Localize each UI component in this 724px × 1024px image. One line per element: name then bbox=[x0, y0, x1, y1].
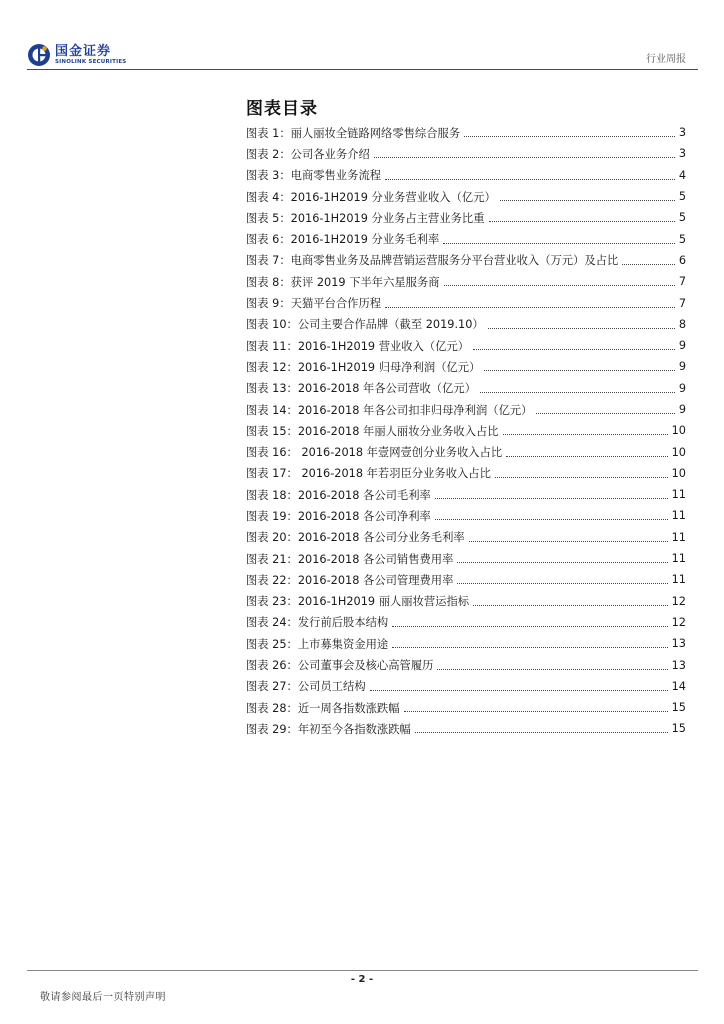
toc-item[interactable] bbox=[246, 484, 686, 505]
toc-dot-leader bbox=[489, 221, 675, 222]
toc-item[interactable] bbox=[246, 378, 686, 399]
page-header bbox=[0, 0, 724, 72]
toc-item-label: 图表 22：2016-2018 各公司管理费用率 bbox=[246, 573, 454, 587]
toc-item-label: 图表 4：2016-1H2019 分业务营业收入（亿元） bbox=[246, 190, 496, 204]
toc-item-label: 图表 7：电商零售业务及品牌营销运营服务分平台营业收入（万元）及占比 bbox=[246, 254, 619, 268]
toc-item[interactable] bbox=[246, 207, 686, 228]
toc-item-page: 3 bbox=[678, 126, 686, 140]
toc-item-label: 图表 3：电商零售业务流程 bbox=[246, 169, 382, 183]
logo-english-name: SINOLINK SECURITIES bbox=[55, 58, 127, 65]
toc-item-page: 14 bbox=[671, 679, 686, 693]
toc-dot-leader bbox=[385, 307, 675, 308]
toc-dot-leader bbox=[536, 413, 674, 414]
toc-dot-leader bbox=[457, 583, 667, 584]
toc-dot-leader bbox=[370, 690, 668, 691]
toc-list bbox=[246, 122, 686, 740]
toc-item[interactable] bbox=[246, 250, 686, 271]
toc-item-label: 图表 1：丽人丽妆全链路网络零售综合服务 bbox=[246, 126, 461, 140]
sinolink-logo bbox=[27, 41, 126, 69]
toc-item[interactable] bbox=[246, 633, 686, 654]
toc-dot-leader bbox=[374, 157, 675, 158]
toc-dot-leader bbox=[503, 434, 668, 435]
toc-item[interactable] bbox=[246, 292, 686, 313]
toc-item-label: 图表 13：2016-2018 年各公司营收（亿元） bbox=[246, 382, 476, 396]
toc-item[interactable] bbox=[246, 420, 686, 441]
toc-item-page: 11 bbox=[671, 573, 686, 587]
toc-item-page: 9 bbox=[678, 403, 686, 416]
toc-item-page: 15 bbox=[671, 722, 686, 736]
toc-item[interactable] bbox=[246, 569, 686, 590]
toc-item-page: 6 bbox=[678, 253, 686, 267]
toc-item-label: 图表 25：上市募集资金用途 bbox=[246, 637, 389, 651]
toc-item-page: 13 bbox=[671, 637, 686, 651]
toc-dot-leader bbox=[437, 669, 667, 670]
toc-item-label: 图表 17： 2016-2018 年若羽臣分业务收入占比 bbox=[246, 467, 491, 481]
toc-dot-leader bbox=[385, 179, 675, 180]
toc-dot-leader bbox=[495, 477, 668, 478]
toc-item-page: 4 bbox=[678, 168, 686, 182]
toc-item[interactable] bbox=[246, 548, 686, 569]
toc-item[interactable] bbox=[246, 122, 686, 143]
toc-title: 图表目录 bbox=[246, 99, 318, 119]
toc-item-label: 图表 26：公司董事会及核心高管履历 bbox=[246, 659, 434, 673]
toc-item-page: 5 bbox=[678, 190, 686, 204]
toc-item[interactable] bbox=[246, 697, 686, 718]
toc-dot-leader bbox=[622, 264, 675, 265]
toc-item[interactable] bbox=[246, 399, 686, 420]
toc-dot-leader bbox=[464, 136, 675, 137]
toc-item[interactable] bbox=[246, 718, 686, 739]
toc-item[interactable] bbox=[246, 356, 686, 377]
toc-item-page: 9 bbox=[678, 339, 686, 353]
toc-item[interactable] bbox=[246, 463, 686, 484]
toc-dot-leader bbox=[488, 328, 675, 329]
toc-item-page: 10 bbox=[671, 466, 686, 480]
toc-item-page: 11 bbox=[671, 552, 686, 566]
toc-item-label: 图表 28：近一周各指数涨跌幅 bbox=[246, 701, 400, 715]
toc-item-page: 9 bbox=[678, 381, 686, 395]
toc-dot-leader bbox=[435, 519, 668, 520]
toc-dot-leader bbox=[480, 392, 675, 393]
toc-item-label: 图表 5：2016-1H2019 分业务占主营业务比重 bbox=[246, 211, 485, 225]
toc-item-label: 图表 19：2016-2018 各公司净利率 bbox=[246, 509, 431, 523]
toc-item-page: 10 bbox=[671, 445, 686, 459]
footer-disclaimer: 敬请参阅最后一页特别声明 bbox=[40, 992, 166, 1003]
page-number: - 2 - bbox=[350, 974, 374, 985]
toc-item-page: 8 bbox=[678, 317, 686, 331]
toc-item-label: 图表 21：2016-2018 各公司销售费用率 bbox=[246, 552, 454, 566]
toc-item-label: 图表 29：年初至今各指数涨跌幅 bbox=[246, 722, 411, 736]
toc-item-label: 图表 27：公司员工结构 bbox=[246, 680, 366, 694]
toc-item-label: 图表 18：2016-2018 各公司毛利率 bbox=[246, 488, 431, 502]
toc-item-page: 5 bbox=[678, 211, 686, 225]
toc-item-label: 图表 10：公司主要合作品牌（截至 2019.10） bbox=[246, 318, 484, 332]
toc-item-label: 图表 12：2016-1H2019 归母净利润（亿元） bbox=[246, 360, 481, 374]
toc-item-label: 图表 16： 2016-2018 年壹网壹创分业务收入占比 bbox=[246, 446, 503, 460]
toc-item[interactable] bbox=[246, 335, 686, 356]
toc-dot-leader bbox=[415, 732, 668, 733]
toc-item-label: 图表 23：2016-1H2019 丽人丽妆营运指标 bbox=[246, 595, 470, 609]
sinolink-logo-icon bbox=[27, 43, 51, 67]
toc-dot-leader bbox=[392, 626, 667, 627]
toc-item-page: 11 bbox=[671, 509, 686, 523]
toc-dot-leader bbox=[469, 541, 668, 542]
toc-dot-leader bbox=[506, 456, 667, 457]
toc-item-label: 图表 20：2016-2018 各公司分业务毛利率 bbox=[246, 531, 465, 545]
toc-item[interactable] bbox=[246, 591, 686, 612]
toc-item-page: 15 bbox=[671, 701, 686, 715]
toc-item-label: 图表 6：2016-1H2019 分业务毛利率 bbox=[246, 233, 440, 247]
toc-item[interactable] bbox=[246, 271, 686, 292]
header-divider bbox=[27, 69, 698, 70]
footer-divider bbox=[27, 970, 698, 971]
toc-item-label: 图表 14：2016-2018 年各公司扣非归母净利润（亿元） bbox=[246, 403, 533, 417]
toc-item[interactable] bbox=[246, 441, 686, 462]
toc-dot-leader bbox=[444, 285, 675, 286]
toc-item-label: 图表 9：天猫平台合作历程 bbox=[246, 297, 382, 311]
toc-dot-leader bbox=[473, 349, 675, 350]
toc-item[interactable] bbox=[246, 314, 686, 335]
toc-item-label: 图表 15：2016-2018 年丽人丽妆分业务收入占比 bbox=[246, 424, 499, 438]
toc-item-page: 9 bbox=[678, 360, 686, 374]
toc-dot-leader bbox=[435, 498, 668, 499]
toc-item[interactable] bbox=[246, 165, 686, 186]
toc-item-page: 5 bbox=[678, 232, 686, 246]
toc-item-page: 3 bbox=[678, 147, 686, 161]
toc-dot-leader bbox=[500, 200, 675, 201]
toc-item-page: 11 bbox=[671, 530, 686, 544]
toc-item-label: 图表 24：发行前后股本结构 bbox=[246, 616, 389, 630]
toc-item[interactable] bbox=[246, 654, 686, 675]
toc-item[interactable] bbox=[246, 505, 686, 526]
toc-dot-leader bbox=[392, 647, 667, 648]
toc-item-page: 13 bbox=[671, 658, 686, 672]
toc-item[interactable] bbox=[246, 612, 686, 633]
report-type: 行业周报 bbox=[646, 54, 686, 65]
toc-dot-leader bbox=[404, 711, 668, 712]
toc-dot-leader bbox=[443, 243, 675, 244]
toc-item-label: 图表 11：2016-1H2019 营业收入（亿元） bbox=[246, 339, 470, 353]
toc-dot-leader bbox=[484, 370, 674, 371]
toc-item-page: 7 bbox=[678, 275, 686, 289]
toc-item[interactable] bbox=[246, 228, 686, 249]
toc-dot-leader bbox=[457, 562, 667, 563]
toc-item-page: 12 bbox=[671, 615, 686, 629]
toc-dot-leader bbox=[473, 605, 668, 606]
toc-item-page: 11 bbox=[671, 488, 686, 502]
toc-item-label: 图表 2：公司各业务介绍 bbox=[246, 147, 370, 161]
toc-item[interactable] bbox=[246, 143, 686, 164]
toc-item-page: 10 bbox=[671, 424, 686, 438]
toc-item-label: 图表 8：获评 2019 下半年六星服务商 bbox=[246, 275, 440, 289]
toc-item[interactable] bbox=[246, 676, 686, 697]
toc-item-page: 7 bbox=[678, 296, 686, 310]
toc-item[interactable] bbox=[246, 186, 686, 207]
toc-item-page: 12 bbox=[671, 594, 686, 608]
logo-chinese-name: 国金证券 bbox=[55, 43, 112, 59]
toc-item[interactable] bbox=[246, 527, 686, 548]
